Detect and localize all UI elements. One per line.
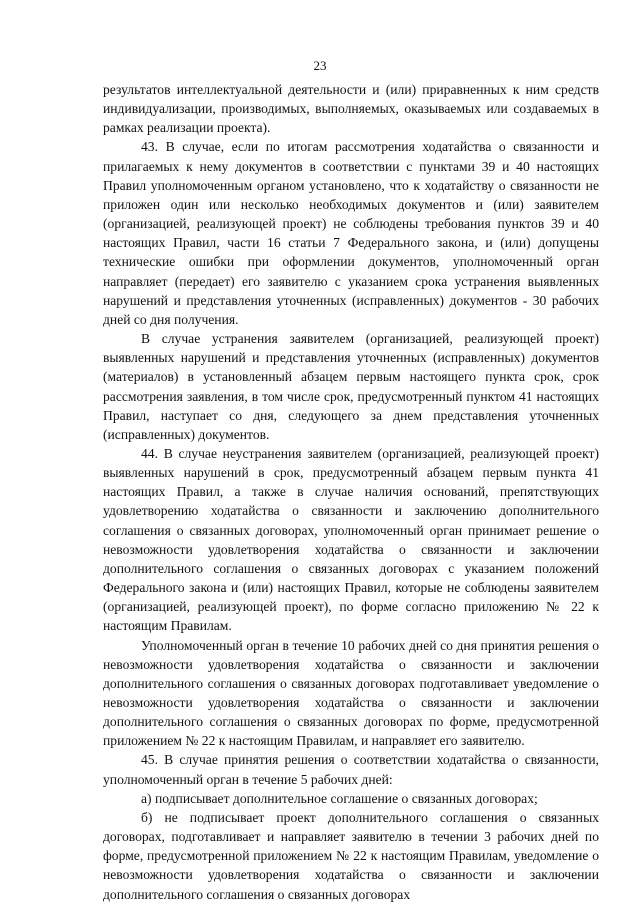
paragraph-clause-44-part-2: Уполномоченный орган в течение 10 рабочих дней со дня принятия решения о невозможности удовлетворения ходатайства о связанности и заключении дополнительного соглашения о связанных договорах подготавливает уведомление о невозможности удовлетворения ходатайства о связанности и заключении дополнительного соглашения о связанных договорах по форме, предусмотренной приложением № 22 к настоящим Правилам, и направляет его заявителю. (103, 637, 599, 749)
page-number: 23 (313, 58, 327, 73)
paragraph-clause-43: 43. В случае, если по итогам рассмотрения ходатайства о связанности и прилагаемых к нему документов в соответствии с пунктами 39 и 40 настоящих Правил уполномоченным органом установлено, что к ходатайству о связанности не приложен один или несколько необходимых документов и (или) заявителем (организацией, реализующей проект) не соблюдены требования пунктов 39 и 40 настоящих Правил, части 16 статьи 7 Федерального закона, и (или) допущены технические ошибки при оформлении документов, уполномоченный орган направляет (передает) его заявителю с указанием срока устранения выявленных нарушений и представления уточненных (исправленных) документов - 30 рабочих дней со дня получения. (103, 139, 599, 327)
paragraph-clause-44: 44. В случае неустранения заявителем (организацией, реализующей проект) выявленных нарушений в срок, предусмотренный абзацем первым пункта 41 настоящих Правил, а также в случае наличия оснований, препятствующих удовлетворению ходатайства о связанности и заключению дополнительного соглашения о связанных договорах, уполномоченный орган принимает решение о невозможности удовлетворения ходатайства о связанности и заключении дополнительного соглашения о связанных договорах с указанием положений Федерального закона и (или) настоящих Правил, которые не соблюдены заявителем (организацией, реализующей проект), по форме согласно приложению № 22 к настоящим Правилам. (103, 445, 599, 634)
paragraph-clause-45-item-b: б) не подписывает проект дополнительного соглашения о связанных договорах, подготавливает и направляет заявителю в течении 3 рабочих дней по форме, предусмотренной приложением № 22 к настоящим Правилам, уведомление о невозможности удовлетворения ходатайства о связанности и заключении дополнительного соглашения о связанных договорах (103, 809, 599, 902)
paragraph-continuation: результатов интеллектуальной деятельности и (или) приравненных к ним средств индивидуализации, производимых, выполняемых, оказываемых или создаваемых в рамках реализации проекта). (103, 82, 599, 136)
paragraph-clause-45: 45. В случае принятия решения о соответствии ходатайства о связанности, уполномоченный орган в течение 5 рабочих дней: (103, 752, 599, 787)
paragraph-clause-43-part-2: В случае устранения заявителем (организацией, реализующей проект) выявленных нарушений и представления уточненных (исправленных) документов (материалов) в установленный абзацем первым настоящего пункта срок, срок рассмотрения заявления, в том числе срок, предусмотренный пунктом 41 настоящих Правил, наступает со дня, следующего за днем представления уточненных (исправленных) документов. (103, 331, 599, 442)
paragraph-clause-45-item-a: а) подписывает дополнительное соглашение о связанных договорах; (141, 790, 538, 806)
document-body (103, 80, 599, 904)
